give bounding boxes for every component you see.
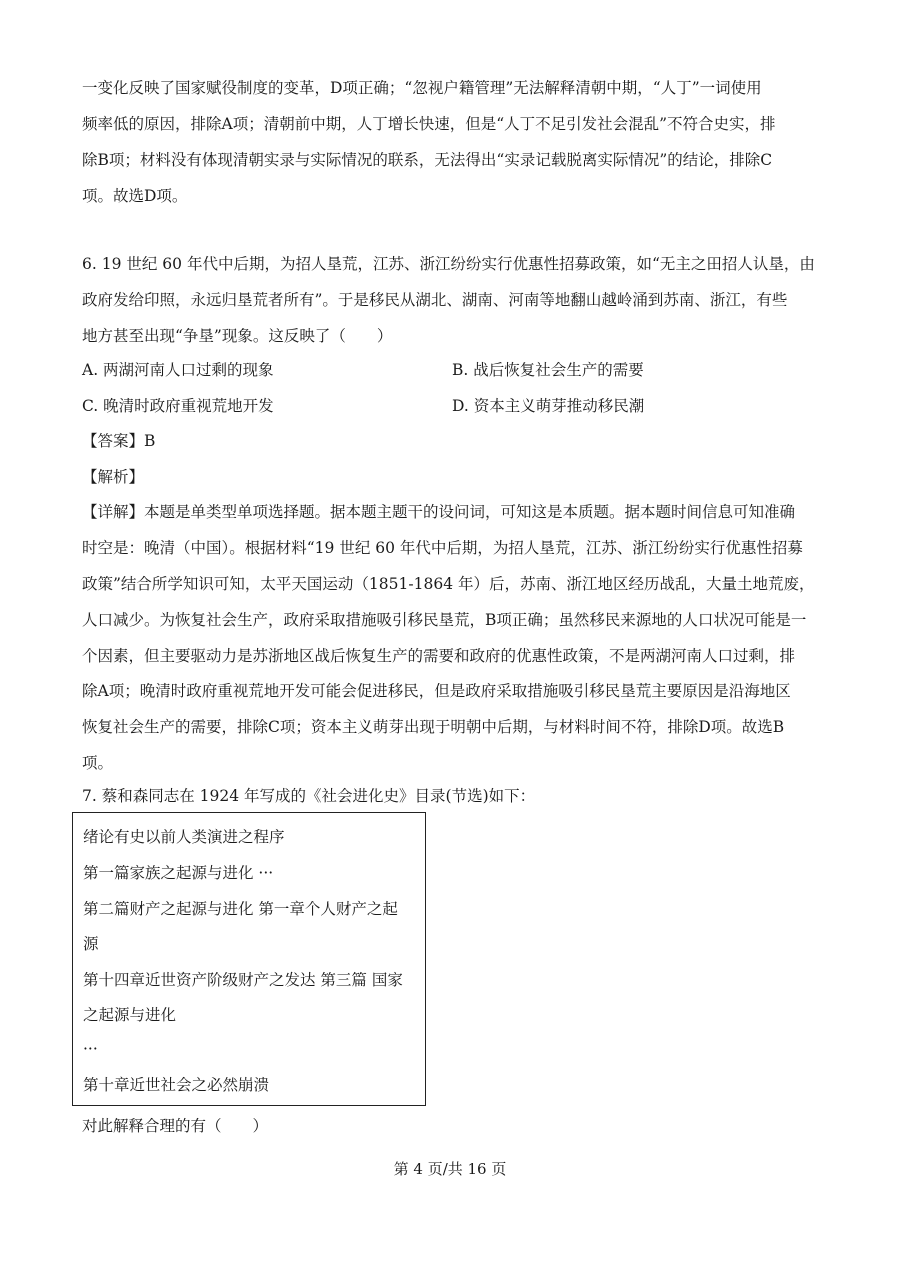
detail-line: 除A项；晚清时政府重视荒地开发可能会促进移民，但是政府采取措施吸引移民垦荒主要原因是沿海地区	[82, 682, 791, 700]
intro-line: 频率低的原因，排除A项；清朝前中期，人丁增长快速，但是“人丁不足引发社会混乱”不符合史实，排	[82, 115, 776, 133]
answer-label: 【答案】B	[82, 432, 156, 450]
table-of-contents-box	[72, 812, 426, 1106]
question-stem-line: 6. 19 世纪 60 年代中后期，为招人垦荒，江苏、浙江纷纷实行优惠性招募政策，如“无主之田招人认垦，由	[82, 255, 815, 273]
toc-line: 之起源与进化	[83, 1006, 177, 1024]
question-stem-line: 7. 蔡和森同志在 1924 年写成的《社会进化史》目录(节选)如下：	[82, 787, 536, 805]
question-stem-line: 地方甚至出现“争垦”现象。这反映了（ ）	[82, 327, 393, 345]
detail-line: 政策”结合所学知识可知，太平天国运动（1851-1864 年）后，苏南、浙江地区经历战乱，大量土地荒废，	[82, 575, 815, 593]
option-a: A. 两湖河南人口过剩的现象	[82, 361, 274, 379]
question-stem-line: 政府发给印照，永远归垦荒者所有”。于是移民从湖北、湖南、河南等地翻山越岭涌到苏南、浙江，有些	[82, 291, 788, 309]
option-d: D. 资本主义萌芽推动移民潮	[452, 397, 645, 415]
intro-line: 项。故选D项。	[82, 187, 188, 205]
page-number: 第 4 页/共 16 页	[393, 1160, 507, 1178]
toc-line: 第二篇财产之起源与进化 第一章个人财产之起	[83, 900, 398, 918]
intro-line: 除B项；材料没有体现清朝实录与实际情况的联系，无法得出“实录记载脱离实际情况”的结论，排除C	[82, 151, 773, 169]
option-b: B. 战后恢复社会生产的需要	[452, 361, 644, 379]
toc-line: 绪论有史以前人类演进之程序	[83, 828, 285, 846]
detail-line: 个因素，但主要驱动力是苏浙地区战后恢复生产的需要和政府的优惠性政策，不是两湖河南人口过剩，排	[82, 647, 796, 665]
toc-line: ···	[83, 1040, 98, 1058]
intro-line: 一变化反映了国家赋役制度的变革，D项正确；“忽视户籍管理”无法解释清朝中期，“人丁”一词使用	[82, 79, 762, 97]
option-c: C. 晚清时政府重视荒地开发	[82, 397, 274, 415]
question-prompt: 对此解释合理的有（ ）	[82, 1117, 269, 1135]
toc-line: 源	[83, 935, 99, 953]
toc-line: 第十章近世社会之必然崩溃	[83, 1076, 270, 1094]
toc-line: 第十四章近世资产阶级财产之发达 第三篇 国家	[83, 971, 403, 989]
detail-line: 【详解】本题是单类型单项选择题。据本题主题干的设问词，可知这是本质题。据本题时间信息可知准确	[82, 503, 796, 521]
detail-line: 项。	[82, 754, 114, 772]
toc-line: 第一篇家族之起源与进化 ···	[83, 864, 274, 882]
detail-line: 时空是：晚清（中国）。根据材料“19 世纪 60 年代中后期，为招人垦荒，江苏、浙江纷纷实行优惠性招募	[82, 539, 803, 557]
analysis-label: 【解析】	[82, 468, 145, 486]
detail-line: 人口减少。为恢复社会生产，政府采取措施吸引移民垦荒，B项正确；虽然移民来源地的人口状况可能是一	[82, 611, 807, 629]
detail-line: 恢复社会生产的需要，排除C项；资本主义萌芽出现于明朝中后期，与材料时间不符，排除D项。故选B	[82, 718, 785, 736]
